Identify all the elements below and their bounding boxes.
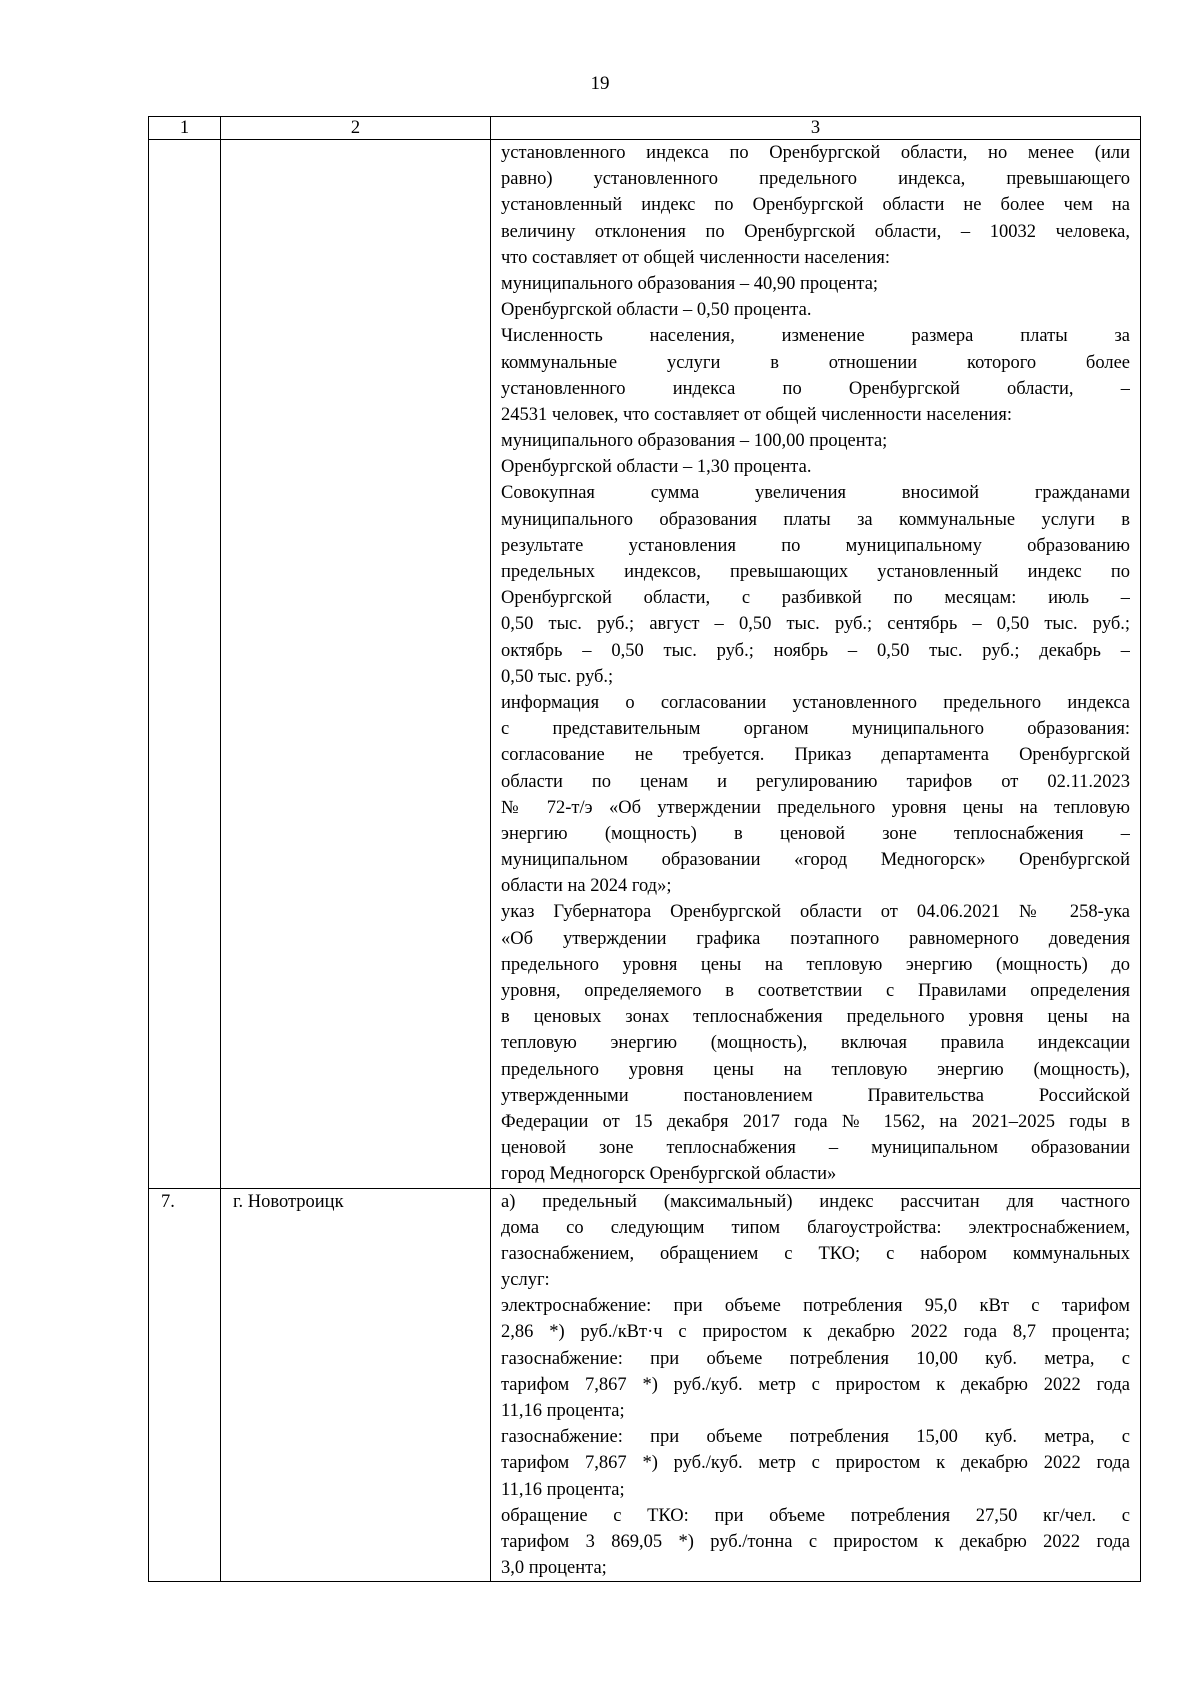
text-line: установленного индекса по Оренбургской области, но менее (или <box>501 143 1130 163</box>
column-header-3: 3 <box>491 117 1141 140</box>
text-line: Оренбургской области, с разбивкой по месяцам: июль – <box>501 588 1130 609</box>
text-line: ценовой зоне теплоснабжения – муниципальном образовании <box>501 1138 1130 1159</box>
text-line: коммунальные услуги в отношении которого более <box>501 352 1130 373</box>
text-line: муниципального образования – 40,90 процента; <box>501 273 879 294</box>
table-row-7 <box>149 1188 1141 1582</box>
text-line: тарифом 7,867 *) руб./куб. метр с приростом к декабрю 2022 года <box>501 1374 1130 1395</box>
text-line: муниципального образования – 100,00 процента; <box>501 431 888 452</box>
text-line: согласование не требуется. Приказ департамента Оренбургской <box>501 745 1130 766</box>
text-line: указ Губернатора Оренбургской области от 04.06.2021 № 258-ука <box>501 902 1130 923</box>
text-line: газоснабжение: при объеме потребления 15,00 куб. метра, с <box>501 1427 1130 1448</box>
text-line: предельного уровня цены на тепловую энергию (мощность), <box>501 1059 1130 1080</box>
text-line: электроснабжение: при объеме потребления 95,0 кВт с тарифом <box>501 1296 1130 1317</box>
text-line: газоснабжение: при объеме потребления 10,00 куб. метра, с <box>501 1348 1130 1369</box>
column-header-2: 2 <box>221 117 491 140</box>
text-line: установленного индекса по Оренбургской области, – <box>501 378 1130 399</box>
text-line: тепловую энергию (мощность), включая правила индексации <box>501 1033 1130 1054</box>
text-line: Совокупная сумма увеличения вносимой гражданами <box>501 483 1130 504</box>
description-cell <box>491 140 1141 1189</box>
description-cell <box>491 1188 1141 1582</box>
text-line: 24531 человек, что составляет от общей численности населения: <box>501 404 1012 425</box>
text-line: утвержденными постановлением Правительства Российской <box>501 1085 1130 1106</box>
text-line: уровня, определяемого в соответствии с Правилами определения <box>501 981 1130 1001</box>
text-line: что составляет от общей численности населения: <box>501 247 891 268</box>
text-line: результате установления по муниципальному образованию <box>501 535 1130 556</box>
description-text <box>501 1189 1130 1582</box>
text-line: Федерации от 15 декабря 2017 года № 1562, на 2021–2025 годы в <box>501 1111 1130 1132</box>
row-number-cell <box>149 140 221 1189</box>
text-line: равно) установленного предельного индекса, превышающего <box>501 169 1130 190</box>
text-line: дома со следующим типом благоустройства: электроснабжением, <box>501 1217 1130 1238</box>
text-line: области на 2024 год»; <box>501 876 672 897</box>
municipality-cell: г. Новотроицк <box>221 1188 491 1582</box>
table-row-continuation <box>149 140 1141 1189</box>
text-line: муниципальном образовании «город Медногорск» Оренбургской <box>501 850 1130 871</box>
text-line: области по ценам и регулированию тарифов от 02.11.2023 <box>501 771 1130 792</box>
text-line: город Медногорск Оренбургской области» <box>501 1164 837 1185</box>
text-line: 11,16 процента; <box>501 1401 625 1421</box>
table-header-row <box>149 117 1141 140</box>
column-header-1: 1 <box>149 117 221 140</box>
text-line: информация о согласовании установленного предельного индекса <box>501 692 1130 713</box>
text-line: газоснабжением, обращением с ТКО; с набором коммунальных <box>501 1243 1130 1264</box>
text-line: услуг: <box>501 1270 550 1291</box>
text-line: величину отклонения по Оренбургской области, – 10032 человека, <box>501 221 1130 242</box>
text-line: с представительным органом муниципального образования: <box>501 719 1130 740</box>
text-line: Численность населения, изменение размера платы за <box>501 326 1130 347</box>
row-number-cell: 7. <box>149 1188 221 1582</box>
text-line: «Об утверждении графика поэтапного равномерного доведения <box>501 928 1130 949</box>
text-line: октябрь – 0,50 тыс. руб.; ноябрь – 0,50 тыс. руб.; декабрь – <box>501 640 1130 661</box>
municipality-cell <box>221 140 491 1189</box>
text-line: 0,50 тыс. руб.; август – 0,50 тыс. руб.; сентябрь – 0,50 тыс. руб.; <box>501 614 1130 635</box>
page-number: 19 <box>590 73 610 94</box>
text-line: Оренбургской области – 1,30 процента. <box>501 457 812 478</box>
text-line: тарифом 3 869,05 *) руб./тонна с приростом к декабрю 2022 года <box>501 1531 1130 1552</box>
text-line: в ценовых зонах теплоснабжения предельного уровня цены на <box>501 1007 1130 1028</box>
indices-table <box>148 116 1141 1582</box>
text-line: энергию (мощность) в ценовой зоне теплоснабжения – <box>501 823 1130 844</box>
description-text <box>501 140 1130 1188</box>
text-line: а) предельный (максимальный) индекс рассчитан для частного <box>501 1191 1130 1212</box>
text-line: № 72-т/э «Об утверждении предельного уровня цены на тепловую <box>501 797 1130 818</box>
text-line: 11,16 процента; <box>501 1479 625 1500</box>
text-line: обращение с ТКО: при объеме потребления 27,50 кг/чел. с <box>501 1505 1130 1526</box>
text-line: муниципального образования платы за коммунальные услуги в <box>501 509 1130 530</box>
text-line: 3,0 процента; <box>501 1558 607 1579</box>
text-line: предельного уровня цены на тепловую энергию (мощность) до <box>501 954 1130 975</box>
text-line: тарифом 7,867 *) руб./куб. метр с приростом к декабрю 2022 года <box>501 1453 1130 1474</box>
text-line: предельных индексов, превышающих установленный индекс по <box>501 562 1130 582</box>
text-line: 2,86 *) руб./кВт·ч с приростом к декабрю 2022 года 8,7 процента; <box>501 1322 1130 1343</box>
text-line: 0,50 тыс. руб.; <box>501 666 614 687</box>
text-line: Оренбургской области – 0,50 процента. <box>501 300 812 321</box>
text-line: установленный индекс по Оренбургской области не более чем на <box>501 195 1130 216</box>
